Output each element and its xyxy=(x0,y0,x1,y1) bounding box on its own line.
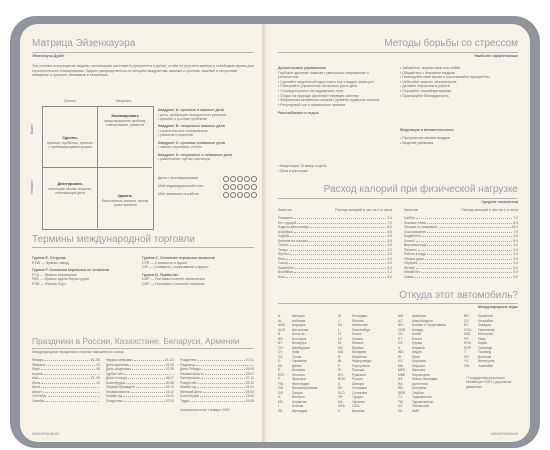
divider xyxy=(278,198,518,199)
cars-col-b xyxy=(338,314,392,413)
axis-urgent: Срочно xyxy=(64,99,76,103)
list-item: Гребля 7,0 xyxy=(404,216,518,220)
stress-bottom-list-2: • Прогулки на свежем воздухе • Ведение дневника xyxy=(400,136,518,145)
list-item: Независимость 16.12 xyxy=(106,389,174,394)
list-item: Йога 3,0 xyxy=(278,256,392,261)
list-item: AM Армения xyxy=(398,314,426,318)
cars-subtitle: Международные коды xyxy=(477,305,518,309)
list-item: GR Греция xyxy=(278,390,303,395)
list-item: Верховая езда 4,0 xyxy=(404,243,518,247)
eisenhower-author: Эйзенхауэр Дуайт xyxy=(32,54,65,58)
eisenhower-intro: Эта техника используется людьми, желающими расставить приоритеты в делах, чтобы не упустить важное и освободить время для стратегического планирования. Задачи распределяются по четырём квадрантам: важные и срочные, важные и несрочные, неважные и срочные, неважные и несрочные. xyxy=(32,64,254,78)
list-item: Февраль 23 xyxy=(32,362,100,367)
axis-important: Важно xyxy=(30,123,34,134)
list-item: RA Аргентина xyxy=(398,381,428,386)
list-item: Прыжки со скакалкой 10,0 xyxy=(404,225,518,229)
list-item: Работа в саду 4,5 xyxy=(404,252,518,256)
axis-not-urgent: Несрочно xyxy=(116,99,132,103)
list-item: NZ Новая Зеландия xyxy=(398,377,438,381)
holidays-col-kazakhstan xyxy=(106,358,174,403)
list-item: TJ Таджикистан xyxy=(398,395,432,399)
list-item: Теннис 4,9 xyxy=(278,243,392,247)
list-item: GCA Гватемала xyxy=(464,327,495,332)
list-item: Футбол 5,5 xyxy=(278,252,392,256)
list-item: IS Исландия xyxy=(338,314,368,318)
stress-right-column: • Займитесь творчеством или хобби • Общайтесь с близкими людьми • Планируйте своё время и расставляйте приоритеты • Избегайте лишних обязательств • Делайте перерывы в работе • Слушайте спокойную музыку • Практикуйте благодарность xyxy=(400,66,518,98)
list-item: USA США xyxy=(338,404,360,408)
list-item: Волейбол 3,2 xyxy=(278,270,392,274)
list-item: Январь 01–08 xyxy=(32,358,100,362)
divider xyxy=(278,303,518,304)
calories-subtitle: Средние показатели xyxy=(481,200,518,204)
list-item: День Победы 09.05 xyxy=(180,367,254,371)
list-item: Пилатес 3,5 xyxy=(404,247,518,252)
list-item: RB Ботсвана xyxy=(398,386,427,390)
list-item: CO Колумбия xyxy=(464,318,493,323)
quadrant-do: Сделать кризисы, проблемы, проекты с приближающимся сроком xyxy=(47,136,93,149)
list-item: KS Киргизия xyxy=(398,359,426,363)
quadrant-plan: Запланировать предотвращение проблем, планирование, развитие xyxy=(103,114,147,127)
holidays-title: Праздники в России, Казахстане, Беларуси, Армении xyxy=(32,336,240,346)
list-item: AUS Австралия xyxy=(278,327,309,332)
list-item: Гольф 4,3 xyxy=(278,261,392,265)
list-item: Танцы 4,0 xyxy=(278,247,392,252)
list-item: IR Иран xyxy=(398,354,420,359)
list-item: CZ Чехия xyxy=(278,354,302,359)
list-item: Новый год 01.01 xyxy=(180,385,254,389)
list-item: I Италия xyxy=(278,404,304,408)
list-item: Апрель — xyxy=(32,371,100,376)
list-item: CY Кипр xyxy=(278,350,300,354)
list-item: Сквош 9,0 xyxy=(404,274,518,279)
list-item: ROK Корея xyxy=(464,341,488,345)
list-item: Независимость 03.07 xyxy=(180,371,254,376)
divider xyxy=(32,52,254,53)
list-item: NL Нидерланды xyxy=(338,359,372,363)
list-item: A Австрия xyxy=(278,314,305,318)
list-item: PE Перу xyxy=(464,336,486,341)
list-item: IRL Ирландия xyxy=(278,408,308,413)
list-item: День защитника 07.05 xyxy=(106,367,174,371)
stress-left-column: Дыхательные упражнения Глубокое дыхание помогает уменьшить напряжение и успокоиться • Сделайте медленный вдох через нос и выдох через рот • Повторяйте упражнение несколько раз в день • Сосредоточьтесь на ощущениях тела • Отдых на природе укрепляет нервную систему • Физическая активность снижает уровень гормонов стресса • Регулярный сон и правильное питание Расслабление и отдых xyxy=(278,66,390,116)
list-item: LT Литва xyxy=(338,332,362,336)
list-item: Сентябрь — xyxy=(32,394,100,398)
list-item: TM Туркменистан xyxy=(398,399,434,404)
list-item: MNE Черногория xyxy=(398,372,430,377)
cars-col-a xyxy=(278,314,332,413)
list-item: Наурыз мейрамы 21–23 xyxy=(106,358,174,362)
list-item: S Швеция xyxy=(338,381,365,386)
list-item: Конституция 15.03 xyxy=(180,394,254,398)
calories-header-b: Занятие Расход калорий в час на 1 кг веса xyxy=(404,208,518,212)
eisenhower-title: Матрица Эйзенхауэра xyxy=(32,38,136,49)
list-item: D Германия xyxy=(278,359,307,363)
list-item: AZ Азербайджан xyxy=(398,318,433,323)
list-item: ZW Зимбабве xyxy=(464,363,494,368)
list-item: Август — xyxy=(32,389,100,394)
list-item: Хоккей 8,0 xyxy=(404,238,518,243)
list-item: Радуница — xyxy=(180,362,254,367)
list-item: RUS Россия xyxy=(338,377,363,381)
list-item: SK Словакия xyxy=(338,386,367,390)
cars-col-c xyxy=(398,314,458,413)
axis-not-important: Неважно xyxy=(30,179,34,194)
list-item: H Венгрия xyxy=(278,395,305,399)
list-item: Октябрьская 07.11 xyxy=(180,376,254,380)
list-item: UZ Узбекистан xyxy=(398,404,430,408)
list-item: Сёрфинг 3,0 xyxy=(404,261,518,265)
list-item: MD Молдова xyxy=(338,350,366,354)
eisenhower-notes: Квадрант A: срочные и важные дела • дела, требующие немедленного решения • кризисы и срочные проблемы Квадрант B: несрочные важные дела • стратегическое планирование • развитие отношений Квадрант C: срочные неважные дела • звонки, переписка, отчёты Квадрант D: несрочные и неважные дела • развлечения, пустые разговоры xyxy=(158,108,258,162)
trade-col-2: Группа C. Основная перевозка оплачена CFR — Стоимость и фрахт CIF — Стоимость, страхование и фрахт Группа D. Прибытие DAP — Поставка в месте назначения DDP — Поставка с оплатой пошлины xyxy=(142,256,215,286)
list-item: Ходьба 3,8 xyxy=(278,234,392,238)
list-item: Уборка дома 3,5 xyxy=(404,256,518,261)
list-item: Аэробика 6,5 xyxy=(278,229,392,234)
list-item: RO Румыния xyxy=(338,372,366,377)
list-item: CN Китай xyxy=(398,332,421,336)
list-item: TR Турция xyxy=(338,395,363,399)
divider xyxy=(32,348,254,349)
list-item: BY Беларусь xyxy=(278,341,307,345)
list-item: MC Монако xyxy=(338,345,364,350)
list-item: Рождество 07.01 xyxy=(106,398,174,403)
list-item: MGL Монголия xyxy=(464,332,493,336)
list-item: EC Эквадор xyxy=(464,323,491,327)
list-item: Первый Президент 01.12 xyxy=(106,385,174,389)
calories-title: Расход калорий при физической нагрузке xyxy=(323,184,518,195)
list-item: SLO Словения xyxy=(338,390,368,395)
list-item: F Франция xyxy=(278,377,306,381)
list-item: SRB Сербия xyxy=(398,390,424,395)
list-item: BIH Босния и Герцеговина xyxy=(398,323,446,327)
list-item: N Норвегия xyxy=(338,354,367,359)
list-item: CH Швейцария xyxy=(278,345,310,350)
list-item: Плавание 3,4 xyxy=(278,216,392,220)
trade-col-1: Группа Е. Отгрузка EXW — Франко завод Группа F. Основная перевозка не оплачена FCA — Франко перевозчик FAS — Франко вдоль борта судна FOB — Франко борт xyxy=(32,256,110,286)
list-item: Июнь 12 xyxy=(32,380,100,385)
left-page xyxy=(20,24,264,442)
list-item: L Люксембург xyxy=(338,327,371,332)
stress-meditation: Медитация и внимательность xyxy=(400,128,454,132)
list-item: День столицы 06.07 xyxy=(106,376,174,380)
cars-title: Откуда этот автомобиль? xyxy=(399,290,518,301)
calories-header-a: Занятие Расход калорий в час на 1 кг веса xyxy=(278,208,392,212)
list-item: P Португалия xyxy=(338,363,370,368)
list-item: Фитнес 5,0 xyxy=(404,265,518,270)
trade-title: Термины международной торговли xyxy=(32,234,195,245)
list-item: KZ Казахстан xyxy=(338,323,368,327)
scale-list: Дела с противоречиями Мой индивидуальный план Мне назначено в работе xyxy=(158,176,258,198)
list-item: Март 08 xyxy=(32,367,100,371)
list-item: SGP Сингапур xyxy=(464,345,493,350)
list-item: Женский день 08.03 xyxy=(180,389,254,394)
list-item: Бег трусцой 7,0 xyxy=(278,220,392,225)
list-item: GB Великобритания xyxy=(278,386,318,390)
list-item: Курбан айт — xyxy=(106,371,174,376)
list-item: B Бельгия xyxy=(278,332,305,336)
stress-title: Методы борьбы со стрессом xyxy=(384,38,518,49)
list-item: AND Андорра xyxy=(278,323,306,327)
list-item: E Испания xyxy=(278,368,306,372)
list-item: YV Венесуэла xyxy=(464,359,495,363)
list-item: Рождество 07.01 xyxy=(180,358,254,362)
calories-list-a xyxy=(278,216,392,279)
holidays-note: Международные праздники в странах таможенного союза xyxy=(32,350,124,354)
list-item: MA Марокко xyxy=(398,363,426,368)
cars-footnote: * Государства-участники Конвенции ООН о дорожном движении xyxy=(466,376,512,389)
list-item: Новый год 01.01 xyxy=(106,394,174,398)
list-item: BR Бразилия xyxy=(464,314,493,318)
list-item: День единства 01.05 xyxy=(106,362,174,367)
list-item: Бокс 8,0 xyxy=(278,274,392,279)
list-item: BG Болгария xyxy=(278,336,307,341)
list-item: Май 01, 09 xyxy=(32,376,100,380)
list-item: T Таиланд xyxy=(464,350,492,354)
divider xyxy=(32,247,254,248)
list-item: Лыжные гонки 8,5 xyxy=(404,220,518,225)
list-item: FIN Финляндия xyxy=(278,381,310,386)
list-item: Октябрь — xyxy=(32,398,100,403)
list-item: HR Хорватия xyxy=(278,399,307,404)
right-page xyxy=(266,24,530,442)
list-item: Лёгкий бег 6,5 xyxy=(404,270,518,274)
stress-source: Наиболее эффективные xyxy=(474,54,518,58)
page-footer: MEMORANDUM xyxy=(32,432,59,436)
list-item: AL Албания xyxy=(278,318,306,323)
list-item: Июль — xyxy=(32,385,100,389)
list-item: GE Грузия xyxy=(398,341,423,345)
cars-col-d xyxy=(464,314,518,368)
list-item: IL Израиль xyxy=(398,345,426,350)
list-item: Баскетбол 6,0 xyxy=(278,265,392,270)
list-item: ET Египет xyxy=(398,336,423,341)
stress-bottom-list: • Медитация 10 минут в день • Йога и растяжка xyxy=(278,164,390,173)
list-item: VN Вьетнам xyxy=(464,354,492,359)
list-item: MEX Мексика xyxy=(398,368,425,372)
list-item: UA Украина xyxy=(338,399,365,404)
holidays-footer: Актуальность на 1 января 2019 xyxy=(180,408,230,412)
holidays-col-belarus xyxy=(180,358,254,403)
list-item: DK Дания xyxy=(278,363,302,368)
quadrant-delete: Удалить бесполезные занятия, пустая трата времени xyxy=(101,194,149,207)
holidays-col-russia xyxy=(32,358,100,403)
list-item: EST Эстония xyxy=(278,372,305,377)
list-item: Бадминтон 4,5 xyxy=(404,234,518,238)
calories-list-b xyxy=(404,216,518,279)
list-item: Езда на велосипеде 6,0 xyxy=(278,225,392,229)
list-item: V Ватикан xyxy=(338,408,365,413)
list-item: Конституция 30.08 xyxy=(106,380,174,385)
list-item: Катание на коньках 5,5 xyxy=(278,238,392,243)
list-item: Скалолазание 7,5 xyxy=(404,229,518,234)
list-item: ZA ЮАР xyxy=(398,408,420,413)
list-item: PL Польша xyxy=(338,368,365,372)
divider xyxy=(278,52,518,53)
list-item: IND Индия xyxy=(398,350,422,354)
quadrant-delegate: Делегировать некоторые звонки, встречи, отвлекающие дела xyxy=(48,182,92,195)
list-item: M Мальта xyxy=(338,341,364,345)
list-item: J Япония xyxy=(338,318,364,323)
matrix-vline xyxy=(97,106,98,228)
list-item: CDN Канада xyxy=(398,327,424,332)
page-footer: MEMORANDUM xyxy=(491,432,518,436)
list-item: LV Латвия xyxy=(338,336,363,341)
list-item: Рождество 25.12 xyxy=(180,380,254,385)
list-item: Труда 01.05 xyxy=(180,398,254,403)
